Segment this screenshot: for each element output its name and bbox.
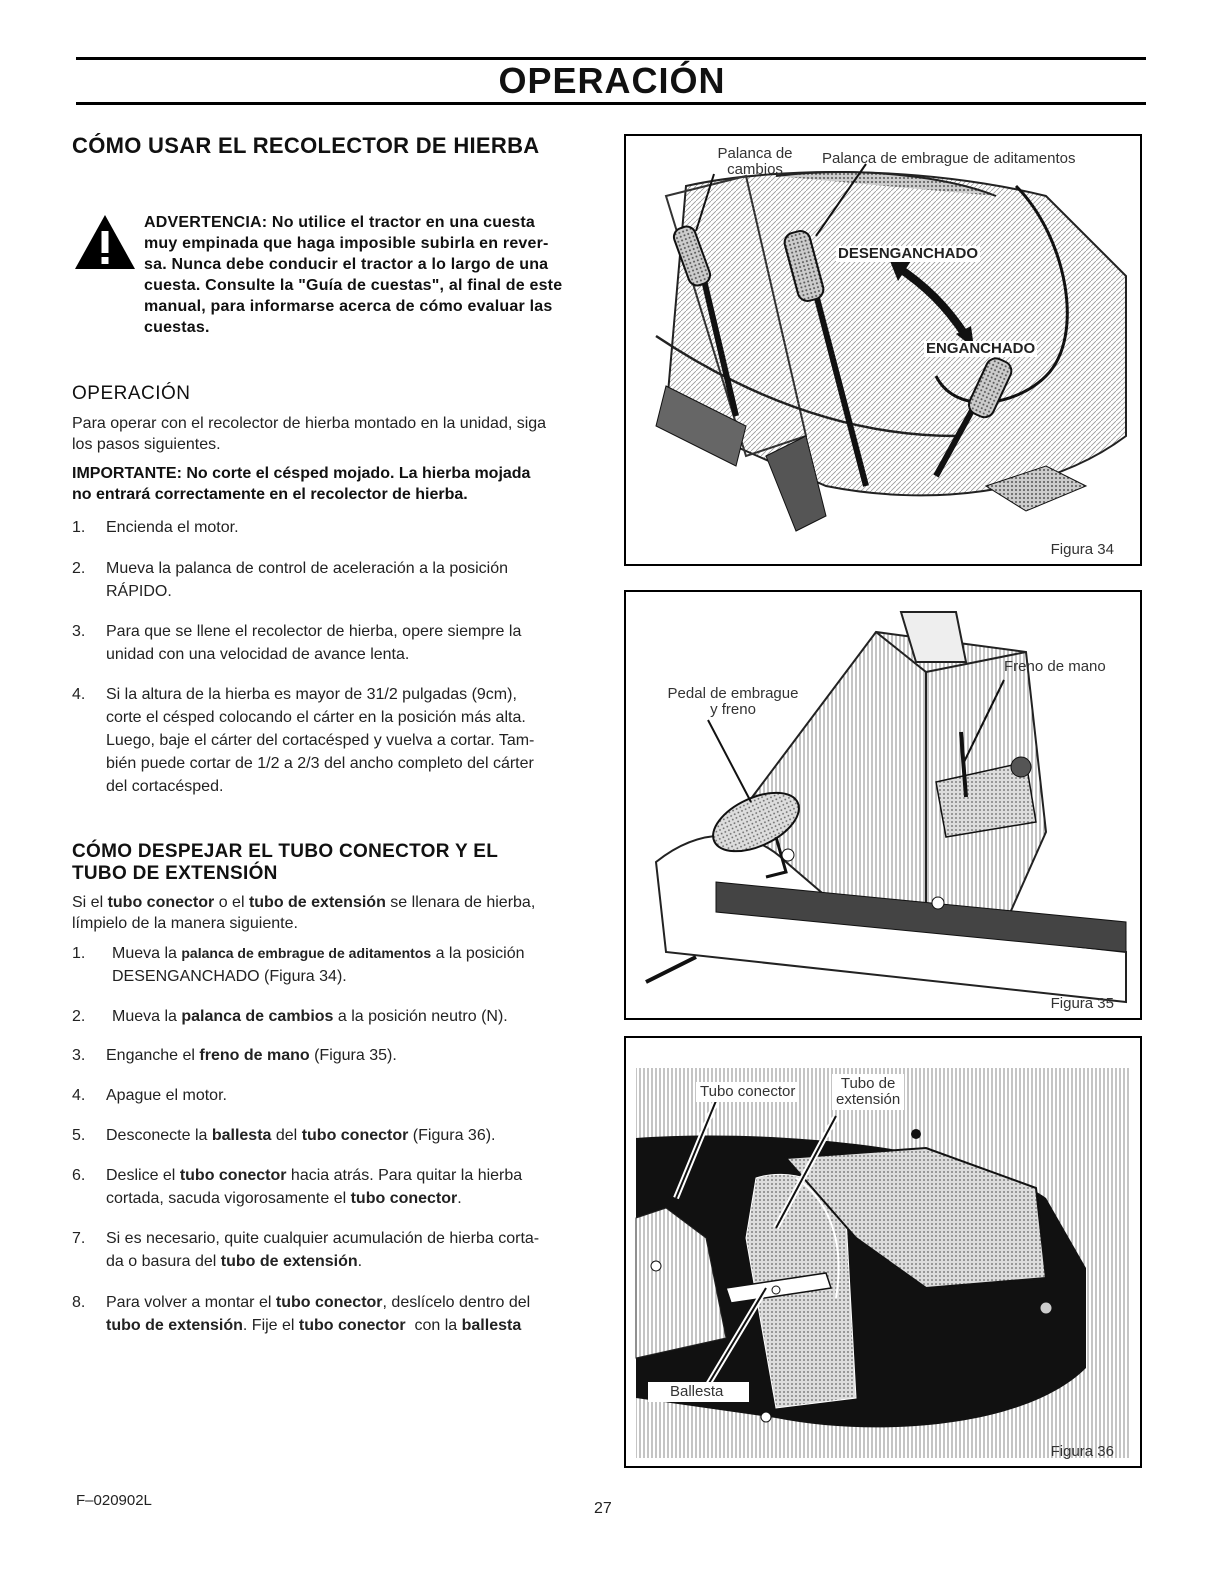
term-shift-lever: palanca de cambios <box>181 1008 334 1025</box>
page-title: OPERACIÓN <box>498 60 726 101</box>
label-line: extensión <box>836 1091 901 1108</box>
step-line: RÁPIDO. <box>106 583 172 600</box>
step-number: 6. <box>72 1167 86 1184</box>
warning-line: manual, para informarse acerca de cómo evaluar las <box>144 298 553 315</box>
label-connector-tube: Tubo conector <box>696 1082 799 1102</box>
subsection-title-operation: OPERACIÓN <box>72 383 191 404</box>
label-extension-tube <box>832 1074 904 1110</box>
step-number: 3. <box>72 623 86 640</box>
text-run: Enganche el <box>106 1047 200 1064</box>
term-connector-tube: tubo conector <box>301 1127 409 1144</box>
intro-line: límpielo de la manera siguiente. <box>72 915 298 932</box>
term-extension-tube: tubo de extensión <box>220 1253 358 1270</box>
step-line: del cortacésped. <box>106 778 224 795</box>
warning-line: cuestas. <box>144 319 210 336</box>
warning-line: ADVERTENCIA: No utilice el tractor en una cuesta <box>144 214 536 231</box>
text-run: a la posición <box>431 945 525 962</box>
text-run: Apague el motor. <box>106 1087 227 1104</box>
step-number: 2. <box>72 1008 86 1025</box>
step-number: 5. <box>72 1127 86 1144</box>
step-line: Si la altura de la hierba es mayor de 31/2 pulgadas (9cm), <box>106 686 517 703</box>
operation-intro <box>72 413 602 455</box>
term-spring: ballesta <box>211 1127 272 1144</box>
warning-line: muy empinada que haga imposible subirla en rever- <box>144 235 549 252</box>
warning-line: cuesta. Consulte la "Guía de cuestas", al final de este <box>144 277 563 294</box>
text-run: Si el <box>72 894 108 911</box>
step-line: Luego, baje el cárter del cortacésped y vuelva a cortar. Tam- <box>106 732 535 749</box>
step-number: 1. <box>72 945 86 962</box>
text-run: cortada, sacuda vigorosamente el <box>106 1190 351 1207</box>
step-line: DESENGANCHADO (Figura 34). <box>112 968 347 985</box>
text-run: . <box>457 1190 462 1207</box>
term-connector-tube: tubo conector <box>275 1294 383 1311</box>
warning-triangle-icon <box>73 213 137 271</box>
intro-line: Para operar con el recolector de hierba montado en la unidad, siga <box>72 415 547 432</box>
text-run: (Figura 35). <box>309 1047 397 1064</box>
label-disengaged: DESENGANCHADO <box>838 245 979 262</box>
important-note <box>72 463 602 505</box>
label-line: Pedal de embrague <box>667 685 799 702</box>
title-line: CÓMO DESPEJAR EL TUBO CONECTOR Y EL <box>72 841 499 862</box>
step-line: Encienda el motor. <box>106 519 239 536</box>
figure-34 <box>624 134 1142 566</box>
term-attachment-clutch: palanca de embrague de aditamentos <box>181 945 432 961</box>
text-run: con la <box>405 1317 462 1334</box>
warning-block <box>144 212 594 338</box>
text-run: Para volver a montar el <box>106 1294 276 1311</box>
important-line: no entrará correctamente en el recolector de hierba. <box>72 486 468 503</box>
text-run: se llenara de hierba, <box>385 894 536 911</box>
subsection-title-clearing <box>72 841 498 885</box>
step-line: Para que se llene el recolector de hierba, opere siempre la <box>106 623 522 640</box>
header-bottom-rule <box>76 102 1146 105</box>
step-number: 7. <box>72 1230 86 1247</box>
label-line: cambios <box>727 161 783 178</box>
step-number: 4. <box>72 686 86 703</box>
warning-line: sa. Nunca debe conducir el tractor a lo largo de una <box>144 256 549 273</box>
figure-35-illustration <box>626 592 1140 1018</box>
figure-35 <box>624 590 1142 1020</box>
text-run: o el <box>214 894 249 911</box>
label-attachment-clutch: Palanca de embrague de aditamentos <box>822 150 1076 167</box>
step-line: corte el césped colocando el cárter en la posición más alta. <box>106 709 526 726</box>
text-run: hacia atrás. Para quitar la hierba <box>286 1167 523 1184</box>
text-run: . Fije el <box>242 1317 299 1334</box>
term-spring: ballesta <box>461 1317 522 1334</box>
step-number: 8. <box>72 1294 86 1311</box>
term-connector-tube: tubo conector <box>107 894 215 911</box>
term-connector-tube: tubo conector <box>298 1317 406 1334</box>
step-line: unidad con una velocidad de avance lenta. <box>106 646 410 663</box>
step-number: 4. <box>72 1087 86 1104</box>
text-run: . <box>357 1253 363 1270</box>
text-run: Desconecte la <box>106 1127 212 1144</box>
document-code: F–020902L <box>76 1492 152 1509</box>
text-run: Deslice el <box>106 1167 180 1184</box>
figure-35-caption: Figura 35 <box>1050 995 1114 1012</box>
figure-34-caption: Figura 34 <box>1050 541 1114 558</box>
term-extension-tube: tubo de extensión <box>106 1317 243 1334</box>
label-clutch-brake-pedal <box>648 686 818 718</box>
text-run: Mueva la <box>112 945 182 962</box>
text-run: da o basura del <box>106 1253 221 1270</box>
text-run: (Figura 36). <box>408 1127 496 1144</box>
text-run: del <box>271 1127 302 1144</box>
figure-36-caption: Figura 36 <box>1050 1443 1114 1460</box>
figure-34-illustration <box>626 136 1140 564</box>
text-run: , deslícelo dentro del <box>382 1294 531 1311</box>
text-run: a la posición neutro (N). <box>333 1008 508 1025</box>
term-connector-tube: tubo conector <box>179 1167 287 1184</box>
term-connector-tube: tubo conector <box>350 1190 458 1207</box>
label-shift-lever <box>716 146 794 178</box>
step-line: Si es necesario, quite cualquier acumulación de hierba corta- <box>106 1230 540 1247</box>
step-number: 2. <box>72 560 86 577</box>
important-line: IMPORTANTE: No corte el césped mojado. La hierba mojada <box>72 465 531 482</box>
text-run: Mueva la <box>112 1008 182 1025</box>
intro-line: los pasos siguientes. <box>72 436 221 453</box>
step-line: bién puede cortar de 1/2 a 2/3 del ancho completo del cárter <box>106 755 534 772</box>
section-title-grass-catcher: CÓMO USAR EL RECOLECTOR DE HIERBA <box>72 133 540 158</box>
page-number: 27 <box>594 1500 612 1517</box>
step-number: 1. <box>72 519 86 536</box>
label-line: Tubo de <box>840 1075 896 1092</box>
clearing-intro <box>72 892 602 934</box>
label-engaged: ENGANCHADO <box>926 340 1036 357</box>
label-parking-brake: Freno de mano <box>1004 658 1106 675</box>
label-spring: Ballesta <box>648 1382 749 1402</box>
title-line: TUBO DE EXTENSIÓN <box>72 863 278 884</box>
figure-36 <box>624 1036 1142 1468</box>
step-line: Mueva la palanca de control de aceleración a la posición <box>106 560 509 577</box>
step-number: 3. <box>72 1047 86 1064</box>
label-line: Palanca de <box>717 145 793 162</box>
term-parking-brake: freno de mano <box>199 1047 310 1064</box>
label-line: y freno <box>710 701 756 718</box>
term-extension-tube: tubo de extensión <box>248 894 386 911</box>
